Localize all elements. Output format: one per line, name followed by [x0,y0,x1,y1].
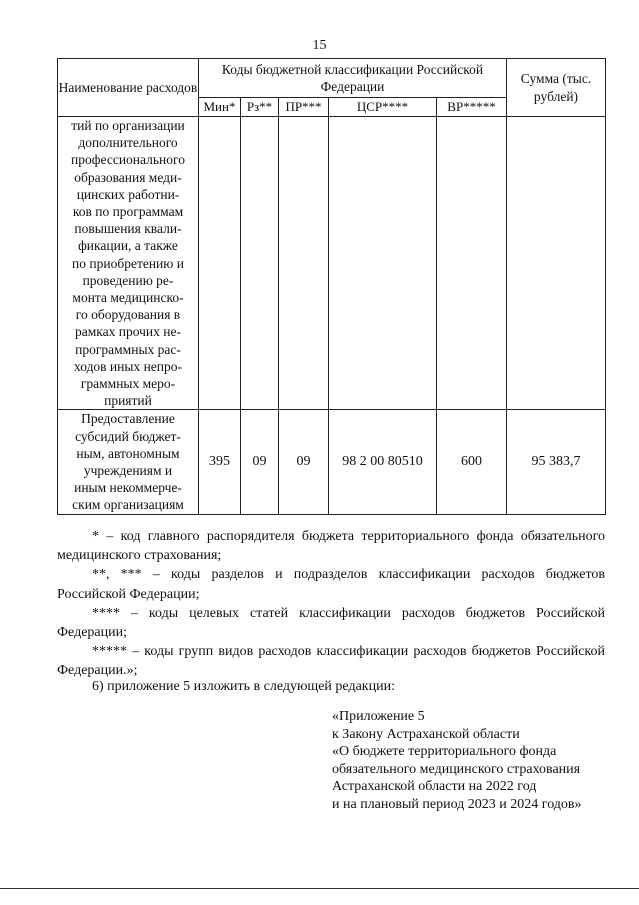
table-header-row [58,59,606,98]
header-min: Мин* [199,98,241,117]
annex-line: обязательного медицинского страхования [332,761,581,777]
footnote-rz-pr: **, *** – коды разделов и подразделов классификации расходов бюджетов Российской Федерации; [57,567,605,602]
row-name-cell [58,410,199,514]
header-name: Наименование расходов [58,59,199,117]
row-name-line: по приобретению и [72,255,184,271]
footnote-vr: ***** – коды групп видов расходов классификации расходов бюджетов Российской Федерации.»; [57,644,605,679]
annex-line: и на плановый период 2023 и 2024 годов» [332,796,582,812]
table-row [58,410,606,514]
annex-line: к Закону Астраханской области [332,726,520,742]
cell-vr: 600 [437,410,507,514]
cell-rz [241,117,279,410]
row-name-line: профессионального [71,152,185,168]
cell-csr: 98 2 00 80510 [329,410,437,514]
budget-table [57,58,606,515]
cell-min [199,117,241,410]
row-name-line: тий по организации [71,118,185,133]
row-name-line: образования меди- [74,169,182,185]
footnote-csr: **** – коды целевых статей классификации расходов бюджетов Российской Федерации; [57,605,605,641]
cell-pr: 09 [279,410,329,514]
header-sum: Сумма (тыс. рублей) [507,59,606,117]
cell-pr [279,117,329,410]
row-name-line: субсидий бюджет- [75,428,181,444]
row-name-line: цинских работни- [76,186,180,202]
header-vr: ВР***** [437,98,507,117]
cell-sum: 95 383,7 [507,410,606,514]
annex-line: «Приложение 5 [332,709,425,724]
cell-rz: 09 [241,410,279,514]
row-name-line: фикации, а также [78,238,178,254]
row-name-line: Предоставление [81,411,175,427]
row-name-line: граммных меро- [80,376,176,392]
annex-heading [332,708,582,814]
row-name-line: повышения квали- [74,221,182,237]
row-name-cell [58,117,199,410]
footnote-min: * – код главного распорядителя бюджета территориального фонда обязательного медицинского страхования; [57,529,605,564]
annex-line: «О бюджете территориального фонда [332,744,557,760]
row-name-line: монта медицинско- [72,290,184,306]
annex-line: Астраханской области на 2022 год [332,779,537,795]
table-row [58,117,606,410]
header-codes-group: Коды бюджетной классификации Российской Федерации [199,59,507,98]
row-name-line: проведению ре- [82,272,174,288]
bottom-divider [0,888,639,889]
header-csr: ЦСР**** [329,98,437,117]
page-number: 15 [312,38,327,53]
row-name-line: приятий [104,393,152,409]
row-name-line: ходов иных непро- [73,358,183,374]
cell-csr [329,117,437,410]
cell-vr [437,117,507,410]
amendment-paragraph: 6) приложение 5 изложить в следующей редакции: [92,679,395,694]
row-name-line: ским организациям [72,497,184,513]
footnotes [57,527,605,681]
row-name-line: учреждениям и [83,463,173,479]
header-pr: ПР*** [279,98,329,117]
row-name-line: го оборудования в [75,307,181,323]
row-name-line: иным некоммерче- [74,480,182,496]
row-name-line: ным, автономным [76,445,180,461]
row-name-line: рамках прочих не- [75,324,181,340]
cell-sum [507,117,606,410]
row-name-line: дополнительного [78,135,178,151]
row-name-line: ков по программам [72,204,184,220]
cell-min: 395 [199,410,241,514]
row-name-line: программных рас- [75,341,181,357]
header-rz: Рз** [241,98,279,117]
